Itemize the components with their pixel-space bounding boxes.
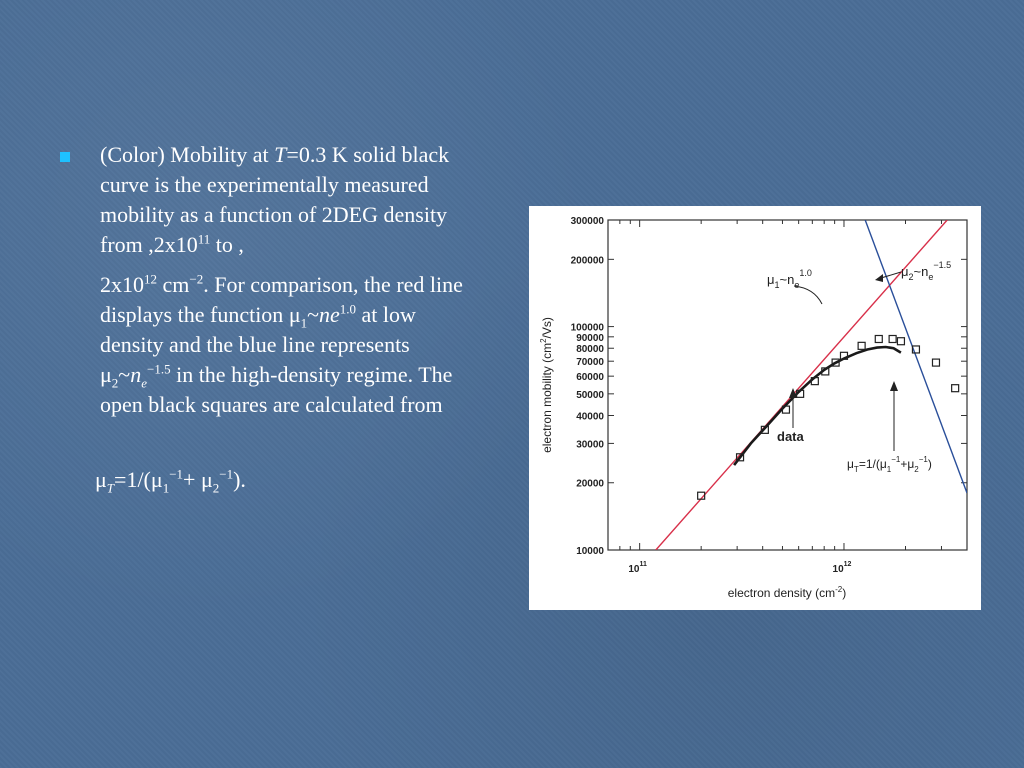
symbol-n: n [130,362,142,387]
text-for-comparison: . For comparison, the red line displays the function [100,272,463,327]
x-axis-label: electron density $(cm^{-2})$ [727,585,847,600]
blue-mu2-line [865,220,967,493]
formula-plus: + [183,467,201,492]
calculated-square [932,359,939,366]
formula-mu-1: μ [150,467,163,492]
formula-sub-1: 1 [162,480,170,496]
y-tick-label: 100000 [570,322,604,334]
formula-sub-T: T [106,480,115,496]
sub-e: e [141,375,147,391]
para-line-1 [100,140,470,260]
calculated-square [875,335,882,342]
para-line-2 [100,270,470,420]
muT-arrowhead [890,381,898,391]
calculated-square [952,385,959,392]
symbol-ne: ne [319,302,340,327]
calculated-square [858,342,865,349]
y-tick-label: 50000 [576,389,604,401]
bullet-square-icon [60,152,70,162]
annotations [767,260,951,474]
y-tick-label: 40000 [576,411,604,423]
series-group [656,220,981,550]
data-curve [734,347,901,465]
y-tick-label: 90000 [576,332,604,344]
symbol-mu-1: μ [288,302,301,327]
symbol-mu-2: μ [100,362,112,387]
text-at-low-density: at low density and the blue line represents [100,302,416,357]
mu2-annotation: $\mu_2\sim n_e^{-1.5}$ [901,260,952,282]
text-high-density: in the high-density regime. The open black squares are calculated from [100,362,453,417]
chart-svg [529,206,981,610]
exp-12: 12 [144,271,157,287]
calculated-square [968,412,975,419]
y-tick-label: 10000 [576,546,604,557]
exp-1-0: 1.0 [339,301,357,317]
sub-2: 2 [111,375,119,391]
exp-neg2: −2 [189,271,204,287]
y-tick-label: 80000 [576,344,604,356]
muT-annotation: $\mu_T=1/(\mu_1^{-1}+\mu_2^{-1})$ [847,455,932,474]
formula-eq: =1/( [114,467,151,492]
mu1-annotation: $\mu_1\sim n_e^{1.0}$ [767,268,812,290]
text-cm: cm [157,272,190,297]
calculated-square [889,335,896,342]
y-tick-label: 30000 [576,439,604,451]
y-tick-label: 200000 [570,255,604,267]
data-annotation: data [777,429,804,444]
calculated-square [897,338,904,345]
x-tick-label: $10^{12}$ [832,561,852,575]
mobility-chart [529,206,981,610]
text-to: to , [210,232,244,257]
y-tick-label: 70000 [576,357,604,369]
symbol-T: T [274,142,287,167]
formula-muT [95,465,246,495]
symbol-tilde-2: ~ [118,362,131,387]
formula-end: ). [233,467,246,492]
bullet-paragraph [100,140,470,420]
slide-text-block [60,140,470,496]
symbol-tilde-1: ~ [307,302,320,327]
x-tick-label: $10^{11}$ [628,561,647,575]
text-mobility-at: (Color) Mobility at [100,142,275,167]
y-tick-label: 300000 [570,216,604,227]
y-tick-label: 60000 [576,372,604,384]
sub-1: 1 [300,315,308,331]
text-solid-black-curve: =0.3 K solid black curve is the experimentally measured mobility as a function of 2DEG density from ,2x10 [100,142,450,257]
mu2-arrowhead [875,274,883,282]
formula-exp-2: −1 [219,466,234,482]
formula-mu-2: μ [200,467,213,492]
exp-neg1-5: −1.5 [146,361,171,377]
y-axis-label: electron mobility $(cm^2/Vs)$ [539,317,554,453]
formula-mu-T: μ [95,467,107,492]
formula-sub-2: 2 [212,480,220,496]
y-tick-label: 20000 [576,478,604,490]
formula-exp-1: −1 [169,466,184,482]
data-arrowhead [789,388,797,398]
text-2x10: 2x10 [100,272,144,297]
exp-11: 11 [197,231,211,247]
